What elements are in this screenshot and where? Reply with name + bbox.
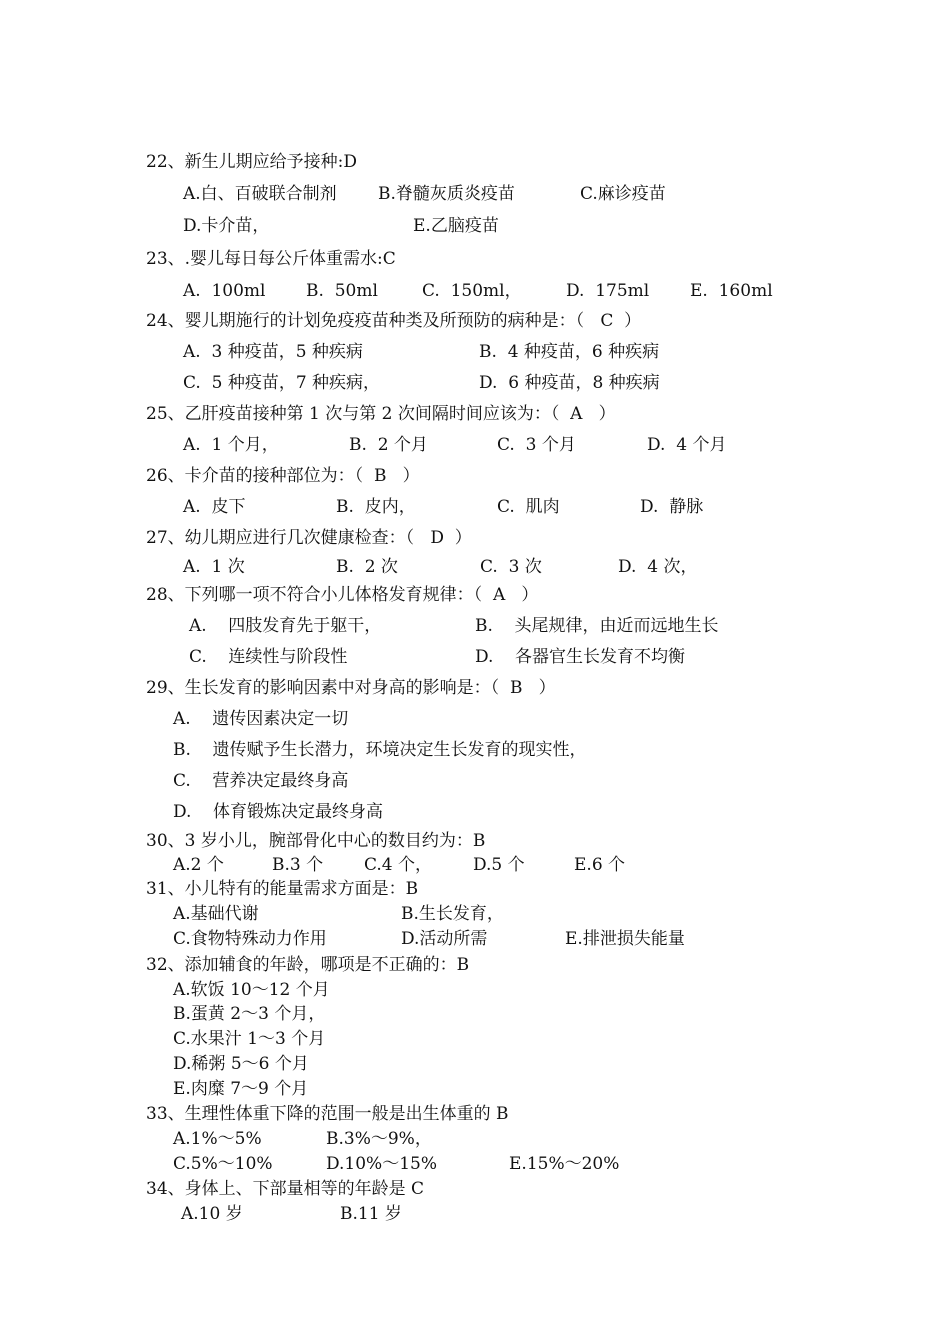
option: A.10 岁 [181, 1204, 243, 1224]
option: A. 1 次 [183, 557, 245, 577]
option: E.肉糜 7～9 个月 [173, 1079, 309, 1099]
option: D. 静脉 [640, 497, 704, 517]
option: D. 4 个月 [647, 435, 727, 455]
question-stem: 29、生长发育的影响因素中对身高的影响是：（ B ） [146, 678, 556, 698]
option: A. 3 种疫苗，5 种疾病 [183, 342, 363, 362]
option: C.麻诊疫苗 [580, 184, 666, 204]
option: D.卡介苗， [183, 216, 270, 236]
option: B.3%～9%， [326, 1129, 432, 1149]
question-stem: 25、乙肝疫苗接种第 1 次与第 2 次间隔时间应该为：（ A ） [146, 404, 616, 424]
option: A. 四肢发育先于躯干， [189, 616, 382, 636]
option: B. 2 次 [336, 557, 398, 577]
option: A. 遗传因素决定一切 [173, 709, 349, 729]
option: C. 肌肉 [497, 497, 560, 517]
option: E. 160ml [690, 281, 773, 301]
option: A.白、百破联合制剂 [183, 184, 337, 204]
option: C.水果汁 1～3 个月 [173, 1029, 326, 1049]
question-stem: 27、幼儿期应进行几次健康检查：（ D ） [146, 528, 472, 548]
option: B. 皮内， [336, 497, 416, 517]
option: E.乙脑疫苗 [413, 216, 499, 236]
option: A.2 个 [173, 855, 224, 875]
option: D.稀粥 5～6 个月 [173, 1054, 309, 1074]
option: C.5%～10% [173, 1154, 273, 1174]
question-stem: 34、身体上、下部量相等的年龄是 C [146, 1179, 425, 1199]
question-stem: 30、3 岁小儿，腕部骨化中心的数目约为：B [146, 831, 486, 851]
option: D. 各器官生长发育不均衡 [475, 647, 686, 667]
question-stem: 22、新生儿期应给予接种:D [146, 152, 357, 172]
option: E.排泄损失能量 [565, 929, 685, 949]
option: B. 2 个月 [349, 435, 428, 455]
option: E.15%～20% [509, 1154, 620, 1174]
option: B. 50ml [306, 281, 378, 301]
question-stem: 23、.婴儿每日每公斤体重需水:C [146, 249, 396, 269]
option: B.蛋黄 2～3 个月， [173, 1004, 326, 1024]
question-stem: 26、卡介苗的接种部位为：（ B ） [146, 466, 420, 486]
question-stem: 28、下列哪一项不符合小儿体格发育规律：（ A ） [146, 585, 539, 605]
option: B.生长发育， [401, 904, 504, 924]
option: C. 5 种疫苗，7 种疾病， [183, 373, 381, 393]
option: B. 遗传赋予生长潜力，环境决定生长发育的现实性， [173, 740, 587, 760]
option: A. 皮下 [183, 497, 246, 517]
option: B.3 个 [272, 855, 324, 875]
option: C. 150ml， [422, 281, 522, 301]
option: C.食物特殊动力作用 [173, 929, 327, 949]
option: B.11 岁 [340, 1204, 402, 1224]
option: D.10%～15% [326, 1154, 437, 1174]
option: D. 4 次， [618, 557, 698, 577]
option: A.软饭 10～12 个月 [173, 980, 330, 1000]
option: C.4 个， [364, 855, 433, 875]
option: D. 体育锻炼决定最终身高 [173, 802, 384, 822]
option: D. 6 种疫苗，8 种疾病 [479, 373, 660, 393]
option: B.脊髓灰质炎疫苗 [378, 184, 515, 204]
option: D.活动所需 [401, 929, 488, 949]
option: A. 1 个月， [183, 435, 279, 455]
question-stem: 31、小儿特有的能量需求方面是：B [146, 879, 419, 899]
option: C. 营养决定最终身高 [173, 771, 349, 791]
option: D.5 个 [473, 855, 525, 875]
option: E.6 个 [574, 855, 626, 875]
option: B. 头尾规律，由近而远地生长 [475, 616, 719, 636]
question-stem: 32、添加辅食的年龄，哪项是不正确的：B [146, 955, 470, 975]
question-stem: 33、生理性体重下降的范围一般是出生体重的 B [146, 1104, 509, 1124]
option: C. 3 个月 [497, 435, 576, 455]
option: A.1%～5% [173, 1129, 262, 1149]
option: A. 100ml [183, 281, 266, 301]
option: A.基础代谢 [173, 904, 259, 924]
option: B. 4 种疫苗，6 种疾病 [479, 342, 660, 362]
option: D. 175ml [566, 281, 650, 301]
option: C. 3 次 [480, 557, 542, 577]
option: C. 连续性与阶段性 [189, 647, 348, 667]
question-stem: 24、婴儿期施行的计划免疫疫苗种类及所预防的病种是：（ C ） [146, 311, 642, 331]
